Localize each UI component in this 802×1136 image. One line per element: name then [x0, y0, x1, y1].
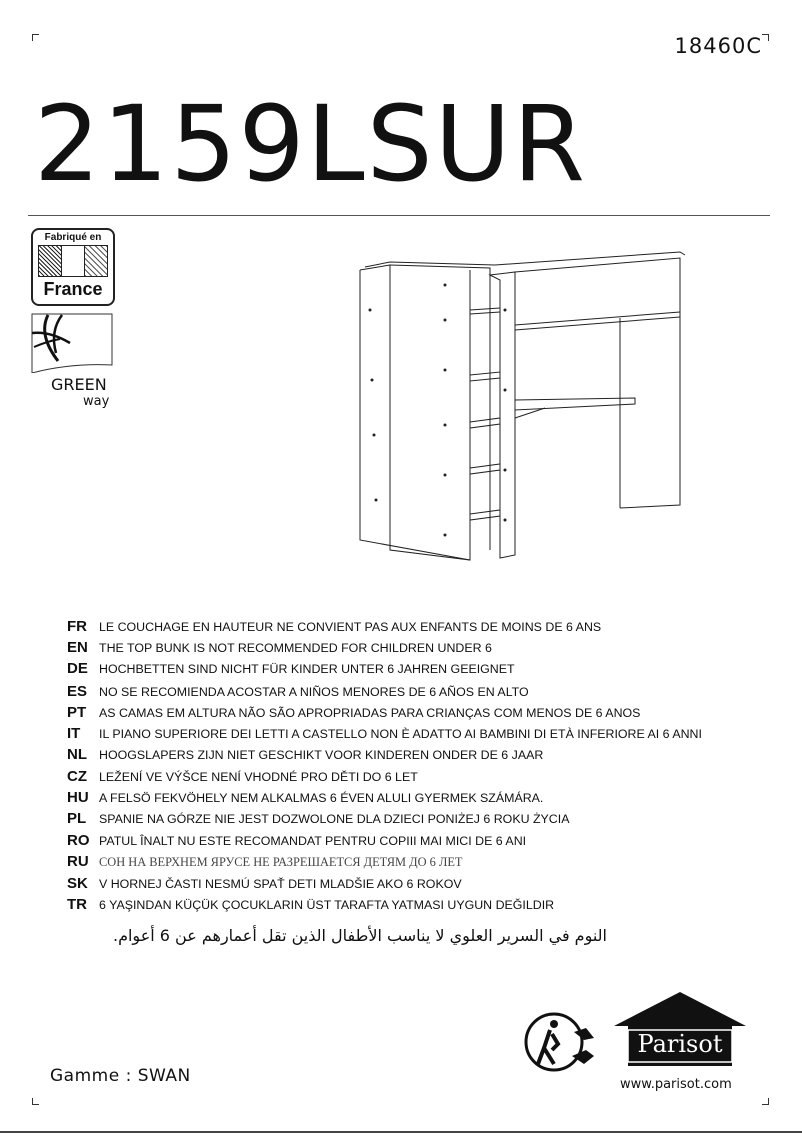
reference-number: 18460C	[674, 34, 762, 58]
globe-icon	[30, 313, 114, 373]
language-code: NL	[67, 746, 87, 763]
language-code: ES	[67, 683, 88, 700]
language-code: PL	[67, 810, 87, 827]
arabic-warning: النوم في السرير العلوي لا يناسب الأطفال الذين تقل أعمارهم عن 6 أعوام.	[112, 926, 607, 945]
warning-item	[67, 660, 515, 677]
warning-text: 6 YAŞINDAN KÜÇÜK ÇOCUKLARIN ÜST TARAFTA YATMASI UYGUN DEĞILDIR	[99, 898, 555, 912]
warning-item	[67, 896, 554, 913]
warning-text: V HORNEJ ČASTI NESMÚ SPAŤ DETI MLADŠIE AKO 6 ROKOV	[99, 877, 462, 891]
language-code: FR	[67, 618, 87, 635]
warning-text: СОН НА ВЕРХНЕМ ЯРУСЕ НЕ РАЗРЕШАЕТСЯ ДЕТЯМ ДО 6 ЛЕТ	[99, 855, 463, 869]
warning-text: AS CAMAS EM ALTURA NÃO SÃO APROPRIADAS PARA CRIANÇAS COM MENOS DE 6 ANOS	[99, 706, 641, 720]
crop-mark-bottom-left	[32, 1098, 39, 1105]
warning-item	[67, 810, 569, 827]
product-range: Gamme : SWAN	[50, 1066, 191, 1086]
warning-item	[67, 618, 601, 635]
warning-item	[67, 746, 543, 763]
green-label: GREEN	[51, 375, 107, 394]
way-label: way	[83, 394, 110, 409]
warning-item	[67, 683, 529, 700]
bottom-border	[0, 1131, 802, 1133]
warning-item	[67, 853, 463, 870]
warning-text: LEŽENÍ VE VÝŠCE NENÍ VHODNÉ PRO DĚTI DO 6 LET	[99, 770, 418, 784]
language-code: EN	[67, 639, 88, 656]
warning-item	[67, 768, 418, 785]
warning-item	[67, 832, 526, 849]
flag-icon	[38, 245, 108, 277]
made-in-france-logo	[31, 228, 115, 306]
language-code: CZ	[67, 768, 87, 785]
warning-text: SPANIE NA GÓRZE NIE JEST DOZWOLONE DLA DZIECI PONIŻEJ 6 ROKU ŻYCIA	[99, 812, 570, 826]
warning-item	[67, 725, 702, 742]
language-code: PT	[67, 704, 87, 721]
website-link[interactable]: www.parisot.com	[620, 1077, 732, 1092]
model-title: 2159LSUR	[34, 83, 588, 205]
brand-name: Parisot	[637, 1030, 723, 1058]
warning-item	[67, 875, 462, 892]
crop-mark-top-left	[32, 34, 39, 41]
warning-text: NO SE RECOMIENDA ACOSTAR A NIÑOS MENORES DE 6 AÑOS EN ALTO	[99, 685, 529, 699]
warning-text: IL PIANO SUPERIORE DEI LETTI A CASTELLO NON È ADATTO AI BAMBINI DI ETÀ INFERIORE AI 6 ANNI	[99, 727, 702, 741]
made-in-label: Fabriqué en	[44, 232, 102, 243]
crop-mark-bottom-right	[762, 1098, 769, 1105]
language-code: TR	[67, 896, 87, 913]
recycling-icon	[524, 1008, 600, 1078]
warning-text: HOCHBETTEN SIND NICHT FÜR KINDER UNTER 6 JAHREN GEEIGNET	[99, 662, 515, 676]
crop-mark-top-right	[762, 34, 769, 41]
parisot-logo	[610, 990, 750, 1072]
language-code: IT	[67, 725, 81, 742]
warning-text: HOOGSLAPERS ZIJN NIET GESCHIKT VOOR KINDEREN ONDER DE 6 JAAR	[99, 748, 544, 762]
language-code: SK	[67, 875, 88, 892]
language-code: RO	[67, 832, 90, 849]
language-code: DE	[67, 660, 88, 677]
language-code: RU	[67, 853, 89, 870]
warning-text: THE TOP BUNK IS NOT RECOMMENDED FOR CHILDREN UNDER 6	[99, 641, 492, 655]
warning-text: PATUL ÎNALT NU ESTE RECOMANDAT PENTRU COPIII MAI MICI DE 6 ANI	[99, 834, 527, 848]
language-code: HU	[67, 789, 89, 806]
divider	[28, 215, 770, 216]
warning-item	[67, 639, 492, 656]
warning-text: LE COUCHAGE EN HAUTEUR NE CONVIENT PAS AUX ENFANTS DE MOINS DE 6 ANS	[99, 620, 602, 634]
loft-bed-desk-illustration	[350, 250, 700, 570]
warning-text: A FELSÖ FEKVÖHELY NEM ALKALMAS 6 ÉVEN ALULI GYERMEK SZÁMÁRA.	[99, 791, 544, 805]
green-way-logo	[30, 313, 116, 413]
france-label: France	[43, 279, 103, 299]
warning-item	[67, 704, 640, 721]
warning-item	[67, 789, 543, 806]
